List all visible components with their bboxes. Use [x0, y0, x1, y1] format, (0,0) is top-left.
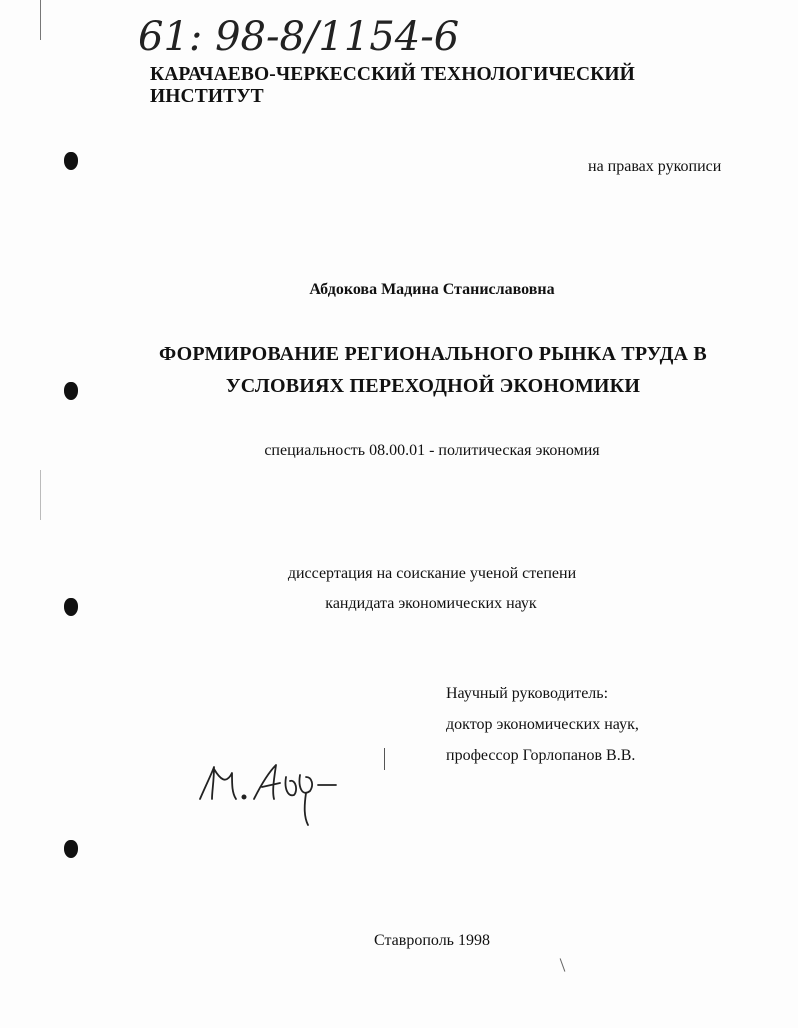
handwritten-archive-number: [138, 6, 498, 66]
manuscript-rights: на правах рукописи: [588, 158, 722, 175]
supervisor-label: Научный руководитель:: [446, 685, 609, 702]
degree-line-1: диссертация на соискание ученой степени: [287, 565, 577, 582]
specialty: специальность 08.00.01 - политическая экономия: [264, 442, 600, 459]
author-name: Абдокова Мадина Станиславовна: [309, 281, 555, 298]
scan-line: [40, 470, 41, 520]
handwritten-signature: [192, 755, 342, 833]
institute-name: КАРАЧАЕВО-ЧЕРКЕССКИЙ ТЕХНОЛОГИЧЕСКИЙ ИНСТИТУТ: [150, 64, 635, 107]
scan-line: [560, 958, 566, 971]
binding-hole: [64, 152, 78, 170]
archive-number-text: 61: 98-8/1154-6: [138, 14, 460, 60]
scan-line: [384, 748, 385, 770]
degree-line-2: кандидата экономических наук: [325, 595, 537, 612]
scan-line: [40, 0, 41, 40]
binding-hole: [64, 382, 78, 400]
dissertation-title-line-2: УСЛОВИЯХ ПЕРЕХОДНОЙ ЭКОНОМИКИ: [225, 375, 641, 397]
dissertation-title-line-1: ФОРМИРОВАНИЕ РЕГИОНАЛЬНОГО РЫНКА ТРУДА В: [159, 343, 707, 365]
supervisor-name: профессор Горлопанов В.В.: [446, 747, 636, 764]
binding-hole: [64, 840, 78, 858]
supervisor-degree: доктор экономических наук,: [446, 716, 639, 733]
city-year: Ставрополь 1998: [374, 932, 490, 949]
binding-hole: [64, 598, 78, 616]
